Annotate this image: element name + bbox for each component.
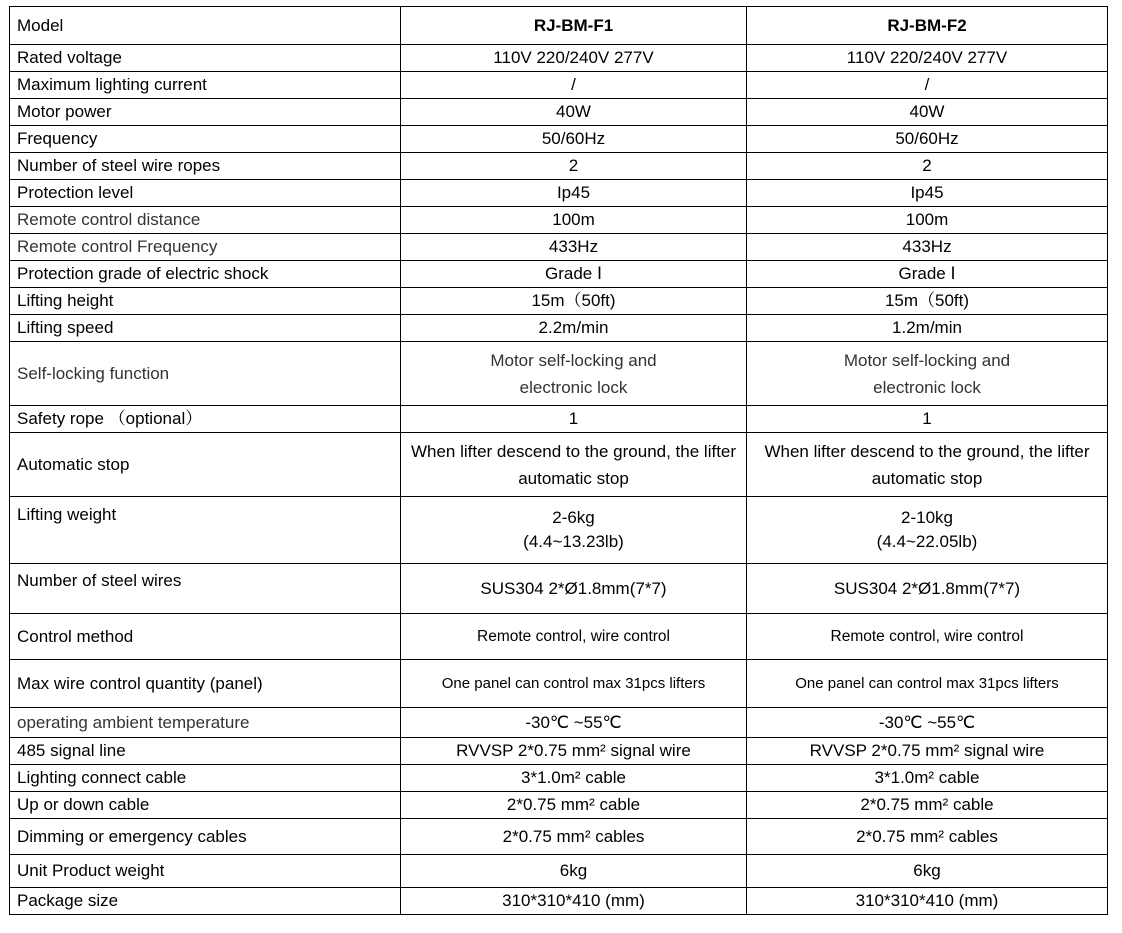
table-row [10,45,1108,72]
row-value-f1: 2-6kg (4.4~13.23lb) [401,497,747,564]
table-row [10,406,1108,433]
row-value-f2: One panel can control max 31pcs lifters [747,660,1108,708]
row-value-f2: -30℃ ~55℃ [747,708,1108,738]
row-label: Max wire control quantity (panel) [10,660,401,708]
row-label: Number of steel wire ropes [10,153,401,180]
row-label: Frequency [10,126,401,153]
row-value-f1: 40W [401,99,747,126]
row-value-f2: 1.2m/min [747,315,1108,342]
row-value-f2: 50/60Hz [747,126,1108,153]
row-value-f1: 433Hz [401,234,747,261]
table-row [10,708,1108,738]
row-value-f1: 6kg [401,855,747,888]
row-value-f1: RVVSP 2*0.75 mm² signal wire [401,738,747,765]
row-label: 485 signal line [10,738,401,765]
row-label: Remote control distance [10,207,401,234]
row-label: Up or down cable [10,792,401,819]
table-header-row [10,7,1108,45]
table-row [10,564,1108,614]
row-value-f2: 1 [747,406,1108,433]
row-value-f2: 2-10kg (4.4~22.05lb) [747,497,1108,564]
row-value-f1: 100m [401,207,747,234]
row-value-f1: 110V 220/240V 277V [401,45,747,72]
table-row [10,288,1108,315]
row-value-f1: 1 [401,406,747,433]
row-label: Maximum lighting current [10,72,401,99]
row-value-f1: / [401,72,747,99]
row-value-f1: 2 [401,153,747,180]
table-row [10,315,1108,342]
row-value-f2: 100m [747,207,1108,234]
table-row [10,888,1108,915]
row-value-f2: When lifter descend to the ground, the lifter automatic stop [747,433,1108,497]
row-label: Unit Product weight [10,855,401,888]
row-value-f1: Grade Ⅰ [401,261,747,288]
row-value-f1: 310*310*410 (mm) [401,888,747,915]
row-value-f2: 110V 220/240V 277V [747,45,1108,72]
table-row [10,207,1108,234]
row-value-f1: One panel can control max 31pcs lifters [401,660,747,708]
row-value-f1: 3*1.0m² cable [401,765,747,792]
header-model-f1: RJ-BM-F1 [401,7,747,45]
table-row [10,72,1108,99]
row-label: Lifting weight [10,497,401,564]
row-value-f1: 15m（50ft) [401,288,747,315]
table-row [10,819,1108,855]
row-value-f2: 15m（50ft) [747,288,1108,315]
row-label: Lighting connect cable [10,765,401,792]
table-row [10,342,1108,406]
row-value-f1: Motor self-locking and electronic lock [401,342,747,406]
row-label: Rated voltage [10,45,401,72]
table-row [10,261,1108,288]
table-row [10,180,1108,207]
row-value-f2: 6kg [747,855,1108,888]
table-row [10,126,1108,153]
row-label: Automatic stop [10,433,401,497]
row-value-f2: 40W [747,99,1108,126]
row-value-f1: 50/60Hz [401,126,747,153]
row-label: Protection level [10,180,401,207]
row-label: Self-locking function [10,342,401,406]
table-row [10,234,1108,261]
row-value-f2: Grade Ⅰ [747,261,1108,288]
table-row [10,792,1108,819]
row-label: Lifting height [10,288,401,315]
row-label: Lifting speed [10,315,401,342]
row-label: Package size [10,888,401,915]
row-value-f1: Ip45 [401,180,747,207]
row-value-f2: SUS304 2*Ø1.8mm(7*7) [747,564,1108,614]
row-value-f1: 2*0.75 mm² cables [401,819,747,855]
row-value-f1: 2.2m/min [401,315,747,342]
row-label: Remote control Frequency [10,234,401,261]
row-label: operating ambient temperature [10,708,401,738]
row-value-f1: SUS304 2*Ø1.8mm(7*7) [401,564,747,614]
row-value-f2: 2*0.75 mm² cables [747,819,1108,855]
row-value-f2: 310*310*410 (mm) [747,888,1108,915]
row-label: Safety rope （optional） [10,406,401,433]
table-row [10,153,1108,180]
row-value-f2: RVVSP 2*0.75 mm² signal wire [747,738,1108,765]
row-label: Dimming or emergency cables [10,819,401,855]
table-row [10,614,1108,660]
row-value-f2: 2 [747,153,1108,180]
table-row [10,497,1108,564]
row-value-f2: Remote control, wire control [747,614,1108,660]
table-row [10,765,1108,792]
table-row [10,855,1108,888]
row-value-f1: 2*0.75 mm² cable [401,792,747,819]
table-row [10,660,1108,708]
spec-table [9,6,1108,915]
row-value-f1: Remote control, wire control [401,614,747,660]
header-model-f2: RJ-BM-F2 [747,7,1108,45]
row-label: Number of steel wires [10,564,401,614]
table-row [10,738,1108,765]
row-label: Motor power [10,99,401,126]
row-value-f2: Motor self-locking and electronic lock [747,342,1108,406]
row-value-f1: -30℃ ~55℃ [401,708,747,738]
header-model-label: Model [10,7,401,45]
row-label: Protection grade of electric shock [10,261,401,288]
row-label: Control method [10,614,401,660]
row-value-f2: Ip45 [747,180,1108,207]
row-value-f2: 3*1.0m² cable [747,765,1108,792]
row-value-f2: / [747,72,1108,99]
row-value-f1: When lifter descend to the ground, the lifter automatic stop [401,433,747,497]
row-value-f2: 2*0.75 mm² cable [747,792,1108,819]
table-row [10,99,1108,126]
table-row [10,433,1108,497]
row-value-f2: 433Hz [747,234,1108,261]
